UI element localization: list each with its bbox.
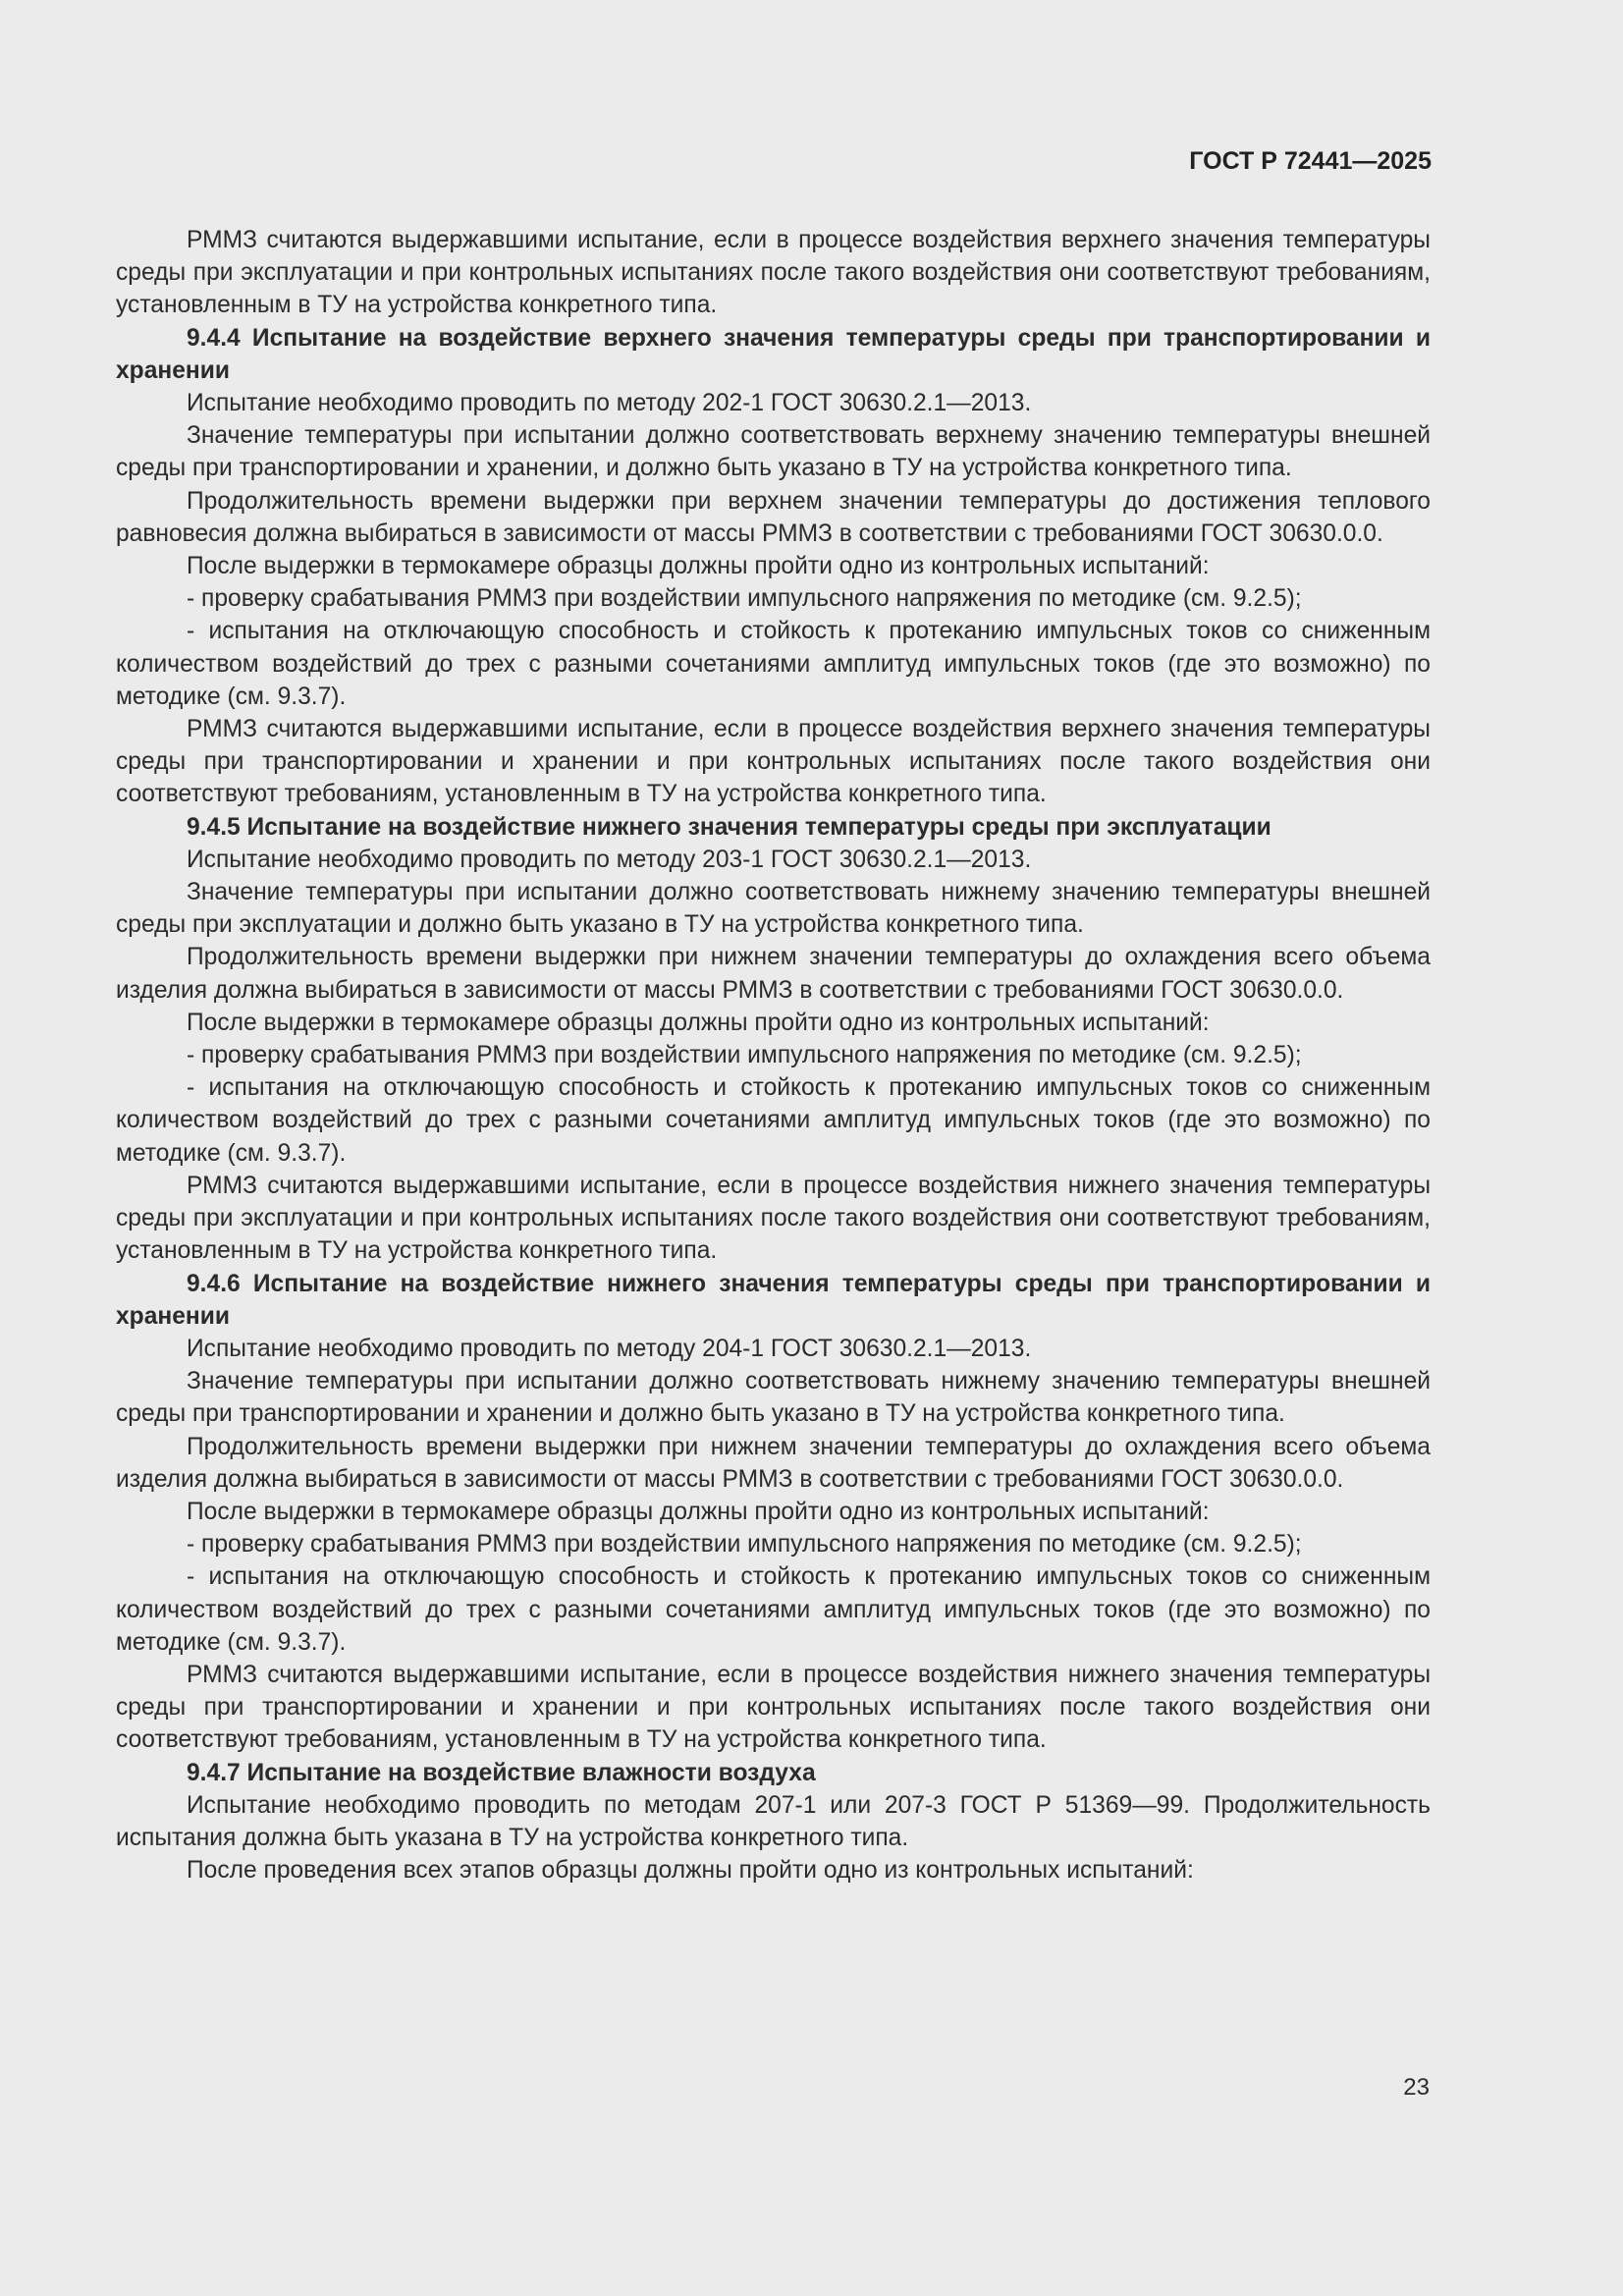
- section-heading-9-4-4: 9.4.4 Испытание на воздействие верхнего значения температуры среды при транспортировании и хранении: [116, 324, 1431, 384]
- list-item: - испытания на отключающую способность и стойкость к протеканию импульсных токов со сниженным количеством воздействий до трех с разными сочетаниями амплитуд импульсных токов (где это возможно) по методике (см. 9.3.7).: [116, 618, 1431, 710]
- list-item: - проверку срабатывания РММЗ при воздействии импульсного напряжения по методике (см. 9.2.5);: [187, 1531, 1302, 1558]
- document-body: [116, 224, 1431, 1886]
- list-item: - проверку срабатывания РММЗ при воздействии импульсного напряжения по методике (см. 9.2.5);: [187, 585, 1302, 613]
- page-number: 23: [1403, 2074, 1430, 2101]
- paragraph: Значение температуры при испытании должно соответствовать верхнему значению температуры внешней среды при транспортировании и хранении, и должно быть указано в ТУ на устройства конкретного типа.: [116, 422, 1431, 482]
- paragraph: Значение температуры при испытании должно соответствовать нижнему значению температуры внешней среды при транспортировании и хранении и должно быть указано в ТУ на устройства конкретного типа.: [116, 1368, 1431, 1428]
- paragraph: После проведения всех этапов образцы должны пройти одно из контрольных испытаний:: [187, 1857, 1194, 1885]
- paragraph: Продолжительность времени выдержки при нижнем значении температуры до охлаждения всего объема изделия должна выбираться в зависимости от массы РММЗ в соответствии с требованиями ГОСТ 30630.0.0.: [116, 1433, 1431, 1493]
- paragraph: После выдержки в термокамере образцы должны пройти одно из контрольных испытаний:: [187, 553, 1210, 580]
- list-item: - испытания на отключающую способность и стойкость к протеканию импульсных токов со сниженным количеством воздействий до трех с разными сочетаниями амплитуд импульсных токов (где это возможно) по методике (см. 9.3.7).: [116, 1563, 1431, 1656]
- paragraph: РММЗ считаются выдержавшими испытание, если в процессе воздействия верхнего значения температуры среды при транспортировании и хранении и при контрольных испытаниях после такого воздействия они соответствуют требованиям, установленным в ТУ на устройства конкретного типа.: [116, 716, 1431, 808]
- paragraph: РММЗ считаются выдержавшими испытание, если в процессе воздействия нижнего значения температуры среды при транспортировании и хранении и при контрольных испытаниях после такого воздействия они соответствуют требованиям, установленным в ТУ на устройства конкретного типа.: [116, 1661, 1431, 1754]
- paragraph: Испытание необходимо проводить по методам 207-1 или 207-3 ГОСТ Р 51369—99. Продолжительность испытания должна быть указана в ТУ на устройства конкретного типа.: [116, 1791, 1431, 1851]
- paragraph: После выдержки в термокамере образцы должны пройти одно из контрольных испытаний:: [187, 1009, 1210, 1036]
- section-heading-9-4-5: 9.4.5 Испытание на воздействие нижнего значения температуры среды при эксплуатации: [187, 813, 1271, 841]
- section-heading-9-4-6: 9.4.6 Испытание на воздействие нижнего значения температуры среды при транспортировании и хранении: [116, 1270, 1431, 1330]
- paragraph: Продолжительность времени выдержки при верхнем значении температуры до достижения теплового равновесия должна выбираться в зависимости от массы РММЗ в соответствии с требованиями ГОСТ 30630.0.0.: [116, 487, 1431, 547]
- paragraph: Испытание необходимо проводить по методу 204-1 ГОСТ 30630.2.1—2013.: [187, 1335, 1032, 1362]
- paragraph: Испытание необходимо проводить по методу 203-1 ГОСТ 30630.2.1—2013.: [187, 846, 1032, 873]
- paragraph: После выдержки в термокамере образцы должны пройти одно из контрольных испытаний:: [187, 1498, 1210, 1525]
- section-heading-9-4-7: 9.4.7 Испытание на воздействие влажности воздуха: [187, 1759, 816, 1786]
- paragraph: РММЗ считаются выдержавшими испытание, если в процессе воздействия верхнего значения температуры среды при эксплуатации и при контрольных испытаниях после такого воздействия они соответствуют требованиям, установленным в ТУ на устройства конкретного типа.: [116, 227, 1431, 319]
- paragraph: Испытание необходимо проводить по методу 202-1 ГОСТ 30630.2.1—2013.: [187, 390, 1032, 417]
- paragraph: Продолжительность времени выдержки при нижнем значении температуры до охлаждения всего объема изделия должна выбираться в зависимости от массы РММЗ в соответствии с требованиями ГОСТ 30630.0.0.: [116, 944, 1431, 1004]
- paragraph: Значение температуры при испытании должно соответствовать нижнему значению температуры внешней среды при эксплуатации и должно быть указано в ТУ на устройства конкретного типа.: [116, 879, 1431, 939]
- list-item: - испытания на отключающую способность и стойкость к протеканию импульсных токов со сниженным количеством воздействий до трех с разными сочетаниями амплитуд импульсных токов (где это возможно) по методике (см. 9.3.7).: [116, 1074, 1431, 1167]
- list-item: - проверку срабатывания РММЗ при воздействии импульсного напряжения по методике (см. 9.2.5);: [187, 1042, 1302, 1069]
- paragraph: РММЗ считаются выдержавшими испытание, если в процессе воздействия нижнего значения температуры среды при эксплуатации и при контрольных испытаниях после такого воздействия они соответствуют требованиям, установленным в ТУ на устройства конкретного типа.: [116, 1172, 1431, 1265]
- document-header: ГОСТ Р 72441—2025: [1189, 147, 1432, 175]
